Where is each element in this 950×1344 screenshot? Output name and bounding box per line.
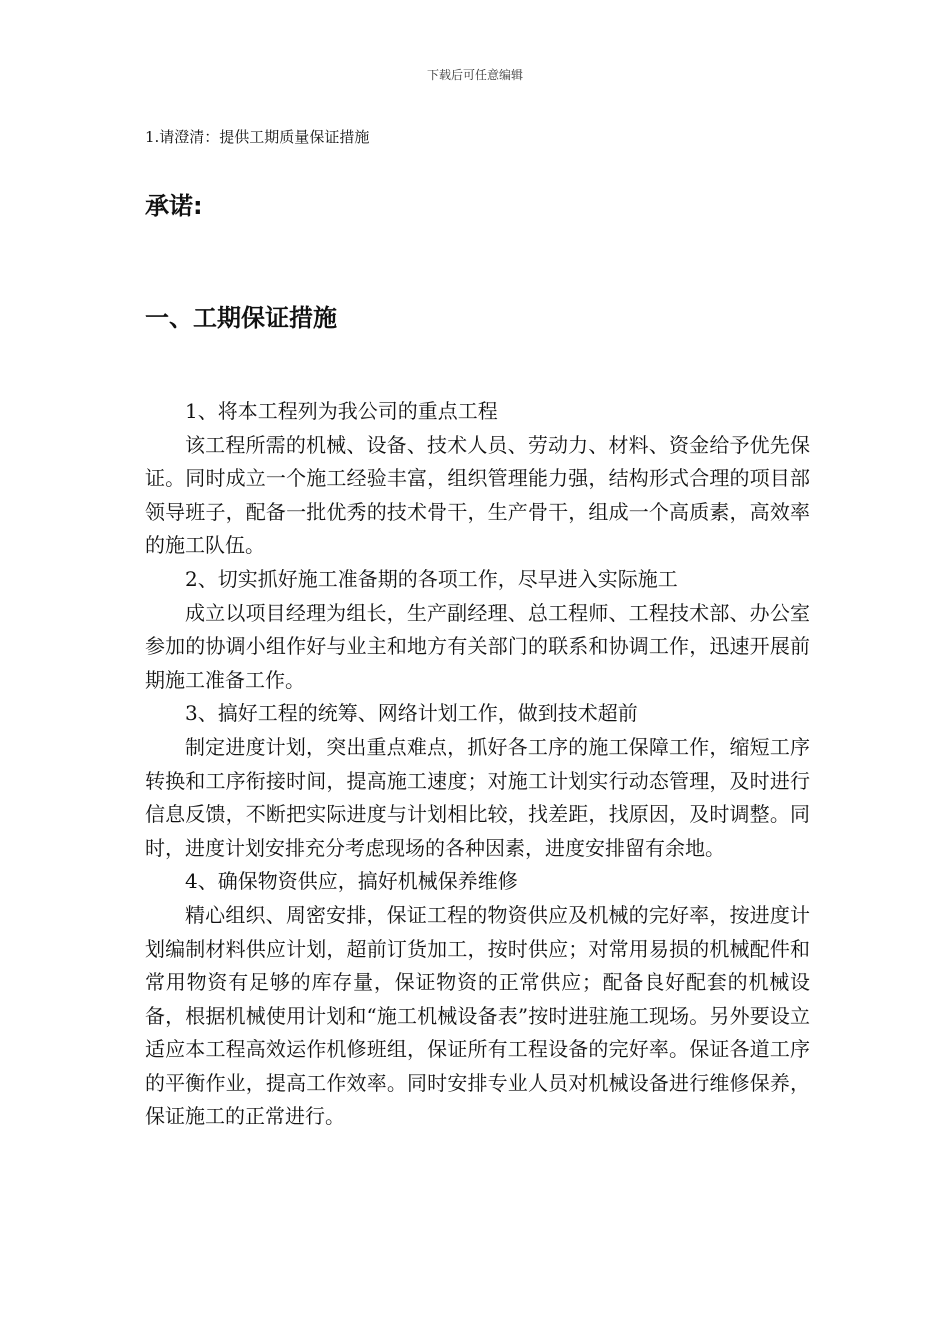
commit-heading: 承诺: — [145, 192, 203, 220]
paragraph-4: 精心组织、周密安排，保证工程的物资供应及机械的完好率，按进度计划编制材料供应计划，超前订货加工，按时供应；对常用易损的机械配件和常用物资有足够的库存量，保证物资的正常供应；配备良好配套的机械设备，根据机械使用计划和“施工机械设备表”按时进驻施工现场。另外要设立适应本工程高效运作机修班组，保证所有工程设备的完好率。保证各道工序的平衡作业，提高工作效率。同时安排专业人员对机械设备进行维修保养，保证施工的正常进行。 — [145, 902, 810, 1129]
body-text — [145, 395, 810, 1134]
item-heading-3: 3、搞好工程的统筹、网络计划工作，做到技术超前 — [185, 701, 638, 726]
item-heading-2: 2、切实抓好施工准备期的各项工作，尽早进入实际施工 — [185, 566, 678, 591]
section-heading: 一、工期保证措施 — [145, 304, 337, 332]
clarify-line: 1.请澄清：提供工期质量保证措施 — [145, 128, 370, 146]
header-note: 下载后可任意编辑 — [426, 68, 523, 82]
item-heading-1: 1、将本工程列为我公司的重点工程 — [185, 399, 498, 423]
paragraph-1: 该工程所需的机械、设备、技术人员、劳动力、材料、资金给予优先保证。同时成立一个施工经验丰富，组织管理能力强，结构形式合理的项目部领导班子，配备一批优秀的技术骨干，生产骨干，组成一个高质素，高效率的施工队伍。 — [145, 432, 810, 558]
item-heading-4: 4、确保物资供应，搞好机械保养维修 — [185, 869, 518, 894]
paragraph-3: 制定进度计划，突出重点难点，抓好各工序的施工保障工作，缩短工序转换和工序衔接时间，提高施工速度；对施工计划实行动态管理，及时进行信息反馈，不断把实际进度与计划相比较，找差距，找原因，及时调整。同时，进度计划安排充分考虑现场的各种因素，进度安排留有余地。 — [145, 734, 810, 860]
paragraph-2: 成立以项目经理为组长，生产副经理、总工程师、工程技术部、办公室参加的协调小组作好与业主和地方有关部门的联系和协调工作，迅速开展前期施工准备工作。 — [145, 600, 810, 692]
